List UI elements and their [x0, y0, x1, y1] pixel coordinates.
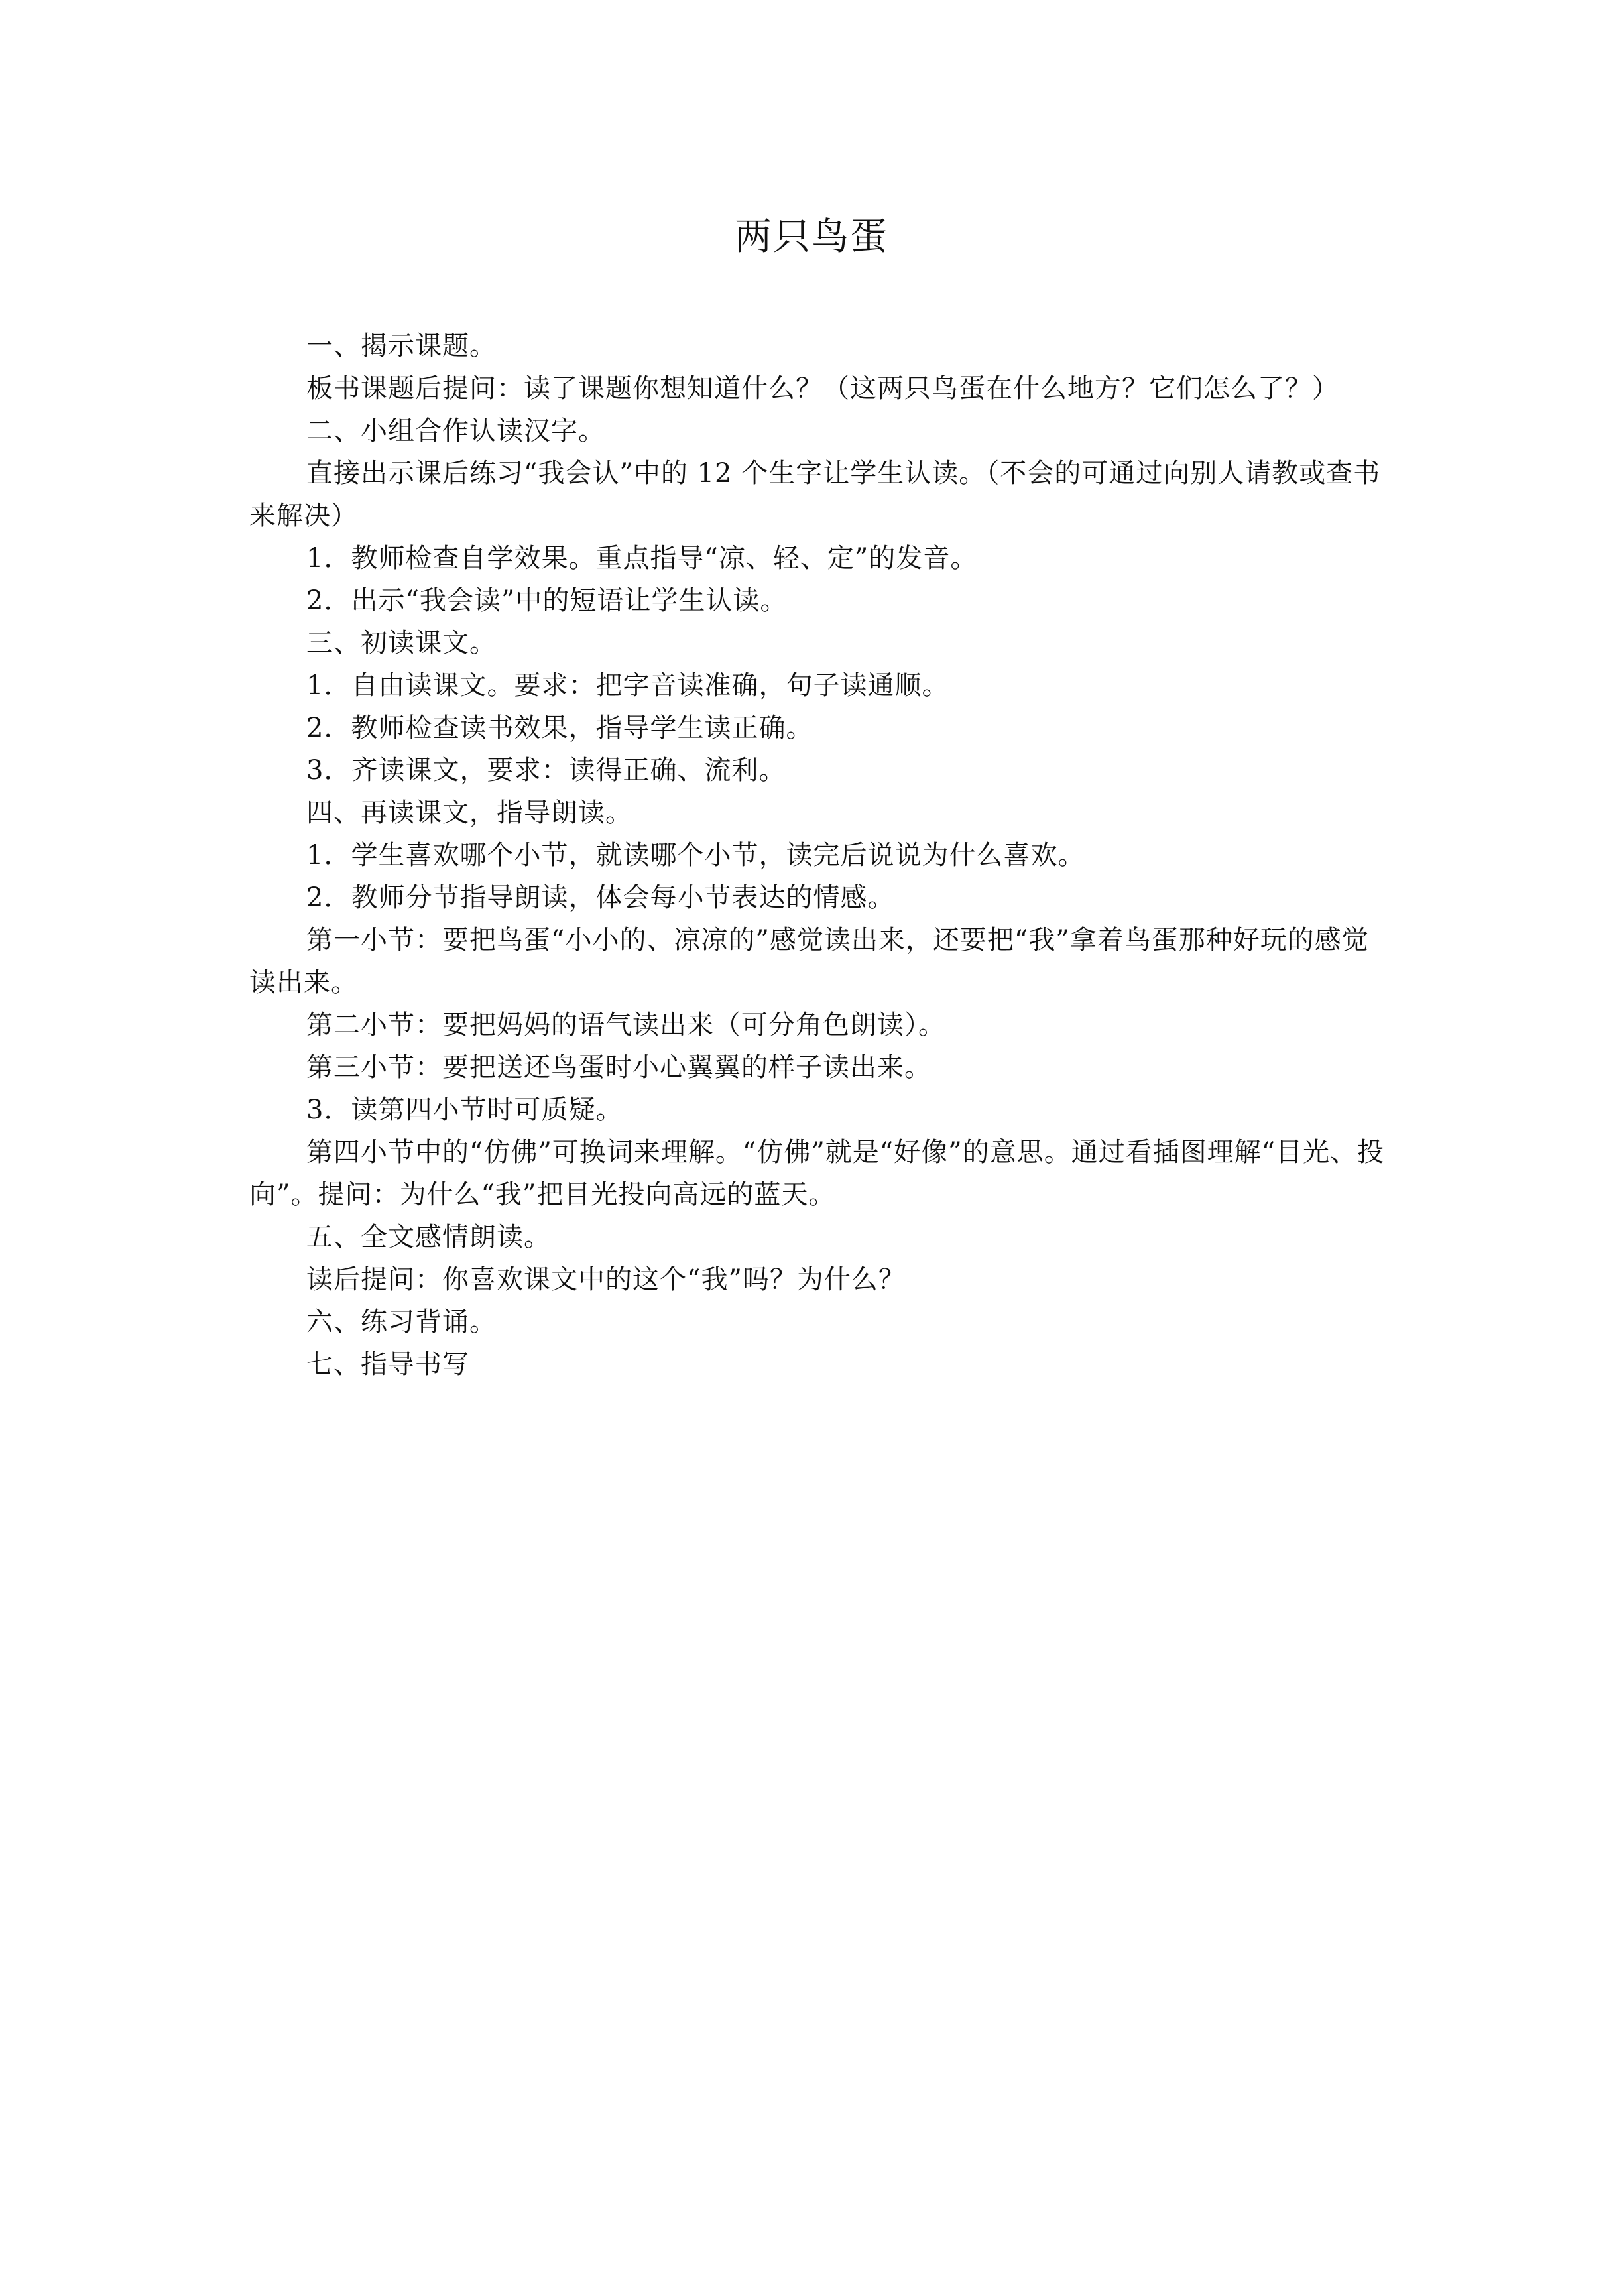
paragraph-item: 1．教师检查自学效果。重点指导“凉、轻、定”的发音。 — [306, 543, 978, 574]
paragraph-section-5: 五、全文感情朗读。 — [306, 1222, 551, 1252]
paragraph: 第三小节：要把送还鸟蛋时小心翼翼的样子读出来。 — [306, 1052, 932, 1083]
paragraph-section-1: 一、揭示课题。 — [306, 331, 497, 361]
paragraph-item: 2．教师检查读书效果，指导学生读正确。 — [306, 713, 813, 743]
paragraph-item: 2．教师分节指导朗读，体会每小节表达的情感。 — [306, 882, 895, 913]
paragraph-item: 3．齐读课文，要求：读得正确、流利。 — [306, 755, 786, 786]
paragraph: 读后提问：你喜欢课文中的这个“我”吗？为什么？ — [306, 1264, 906, 1295]
paragraph-item: 3．读第四小节时可质疑。 — [306, 1095, 623, 1125]
paragraph: 第四小节中的“仿佛”可换词来理解。“仿佛”就是“好像”的意思。通过看插图理解“目光、投向”。提问：为什么“我”把目光投向高远的蓝天。 — [249, 1137, 1385, 1210]
paragraph: 直接出示课后练习“我会认”中的 12 个生字让学生认读。（不会的可通过向别人请教或查书来解决） — [249, 458, 1381, 531]
document-body — [249, 325, 1390, 1386]
paragraph-section-6: 六、练习背诵。 — [306, 1307, 497, 1337]
paragraph-item: 1．学生喜欢哪个小节，就读哪个小节，读完后说说为什么喜欢。 — [306, 840, 1085, 871]
paragraph-section-7: 七、指导书写 — [306, 1349, 469, 1380]
paragraph: 第一小节：要把鸟蛋“小小的、凉凉的”感觉读出来，还要把“我”拿着鸟蛋那种好玩的感觉读出来。 — [249, 925, 1369, 998]
paragraph-item: 2．出示“我会读”中的短语让学生认读。 — [306, 585, 788, 616]
paragraph-section-2: 二、小组合作认读汉字。 — [306, 416, 605, 446]
paragraph-section-4: 四、再读课文，指导朗读。 — [306, 798, 632, 828]
paragraph: 第二小节：要把妈妈的语气读出来（可分角色朗读）。 — [306, 1010, 945, 1040]
paragraph-section-3: 三、初读课文。 — [306, 628, 497, 658]
paragraph: 板书课题后提问：读了课题你想知道什么？（这两只鸟蛋在什么地方？它们怎么了？） — [306, 373, 1339, 404]
page-title: 两只鸟蛋 — [735, 215, 888, 259]
paragraph-item: 1．自由读课文。要求：把字音读准确，句子读通顺。 — [306, 670, 949, 701]
